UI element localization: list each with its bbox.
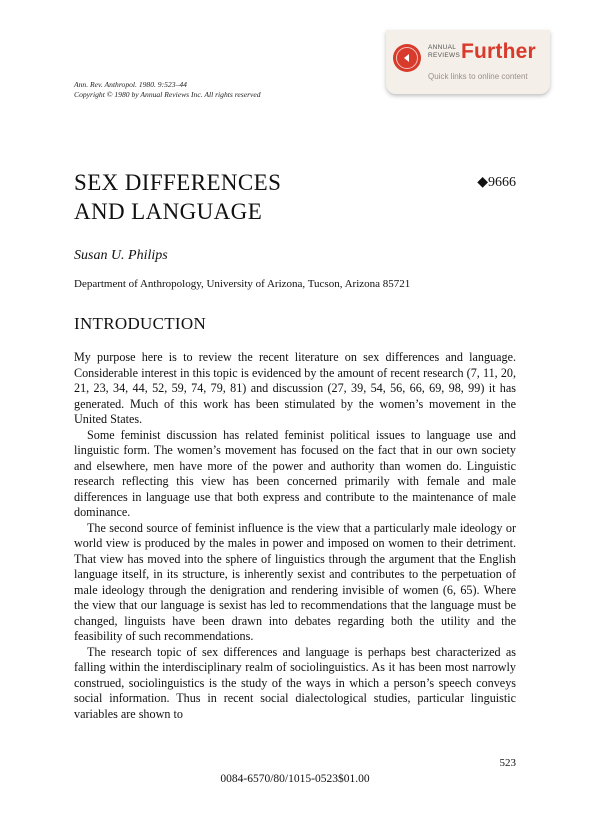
paragraph-1: My purpose here is to review the recent literature on sex differences and language. Considerable interest in this topic is evidenced by the amount of recent research (7, 11, 20, 21, 23, 34, 44, 52, 59, 74, 79, 81) and discussion (27, 39, 54, 56, 66, 69, 98, 99) it has generated. Much of this work has been stimulated by the women’s movement in the United States. xyxy=(74,350,516,426)
citation-line-2: Copyright © 1980 by Annual Reviews Inc. All rights reserved xyxy=(74,90,261,99)
further-tagline: Quick links to online content xyxy=(428,72,528,81)
annual-word: ANNUAL xyxy=(428,44,457,51)
article-title xyxy=(74,168,281,226)
article-body xyxy=(74,350,516,722)
article-number: ◆9666 xyxy=(477,175,516,190)
author-affiliation: Department of Anthropology, University of Arizona, Tucson, Arizona 85721 xyxy=(74,278,411,290)
citation-line-1: Ann. Rev. Anthropol. 1980. 9:523–44 xyxy=(74,80,187,89)
play-arrow-glyph xyxy=(401,52,413,64)
further-links-badge[interactable] xyxy=(386,30,550,94)
paragraph-2: Some feminist discussion has related feminist political issues to language use and linguistic form. The women’s movement has focused on the fact that in our own society and elsewhere, men have more of the power and authority than women do. Linguistic research reflecting this view has been concerned primarily with female and male differences in language use that both express and contribute to the maintenance of male dominance. xyxy=(74,427,516,519)
page-number: 523 xyxy=(499,757,516,769)
reviews-word: REVIEWS xyxy=(428,51,461,59)
paragraph-4: The research topic of sex differences and language is perhaps best characterized as falling within the interdisciplinary realm of sociolinguistics. As it has been most narrowly construed, sociolinguistics is the study of the ways in which a person’s speech conveys social information. Thus in recent social dialectological studies, particular linguistic variables are shown to xyxy=(74,644,516,721)
play-arrow-icon xyxy=(393,44,421,72)
title-line-1: SEX DIFFERENCES xyxy=(74,170,282,195)
journal-citation xyxy=(74,80,261,100)
further-brand: Further xyxy=(461,40,536,63)
title-line-2: AND LANGUAGE xyxy=(74,199,263,224)
section-heading: INTRODUCTION xyxy=(74,314,207,333)
author-name: Susan U. Philips xyxy=(74,248,168,263)
paragraph-3: The second source of feminist influence is the view that a particularly male ideology or world view is produced by the males in power and imposed on women to their detriment. That view has moved into the sphere of linguistics through the argument that the English language itself, in its structure, is inherently sexist and contributes to the perpetuation of male ideology through the denigration and rendering invisible of women (6, 65). Where the view that our language is sexist has led to recommendations that the language must be changed, linguists have been drawn into debates regarding both the utility and the feasibility of such recommendations. xyxy=(74,520,516,643)
annual-reviews-label xyxy=(428,44,460,59)
footer-code: 0084-6570/80/1015-0523$01.00 xyxy=(220,773,370,785)
